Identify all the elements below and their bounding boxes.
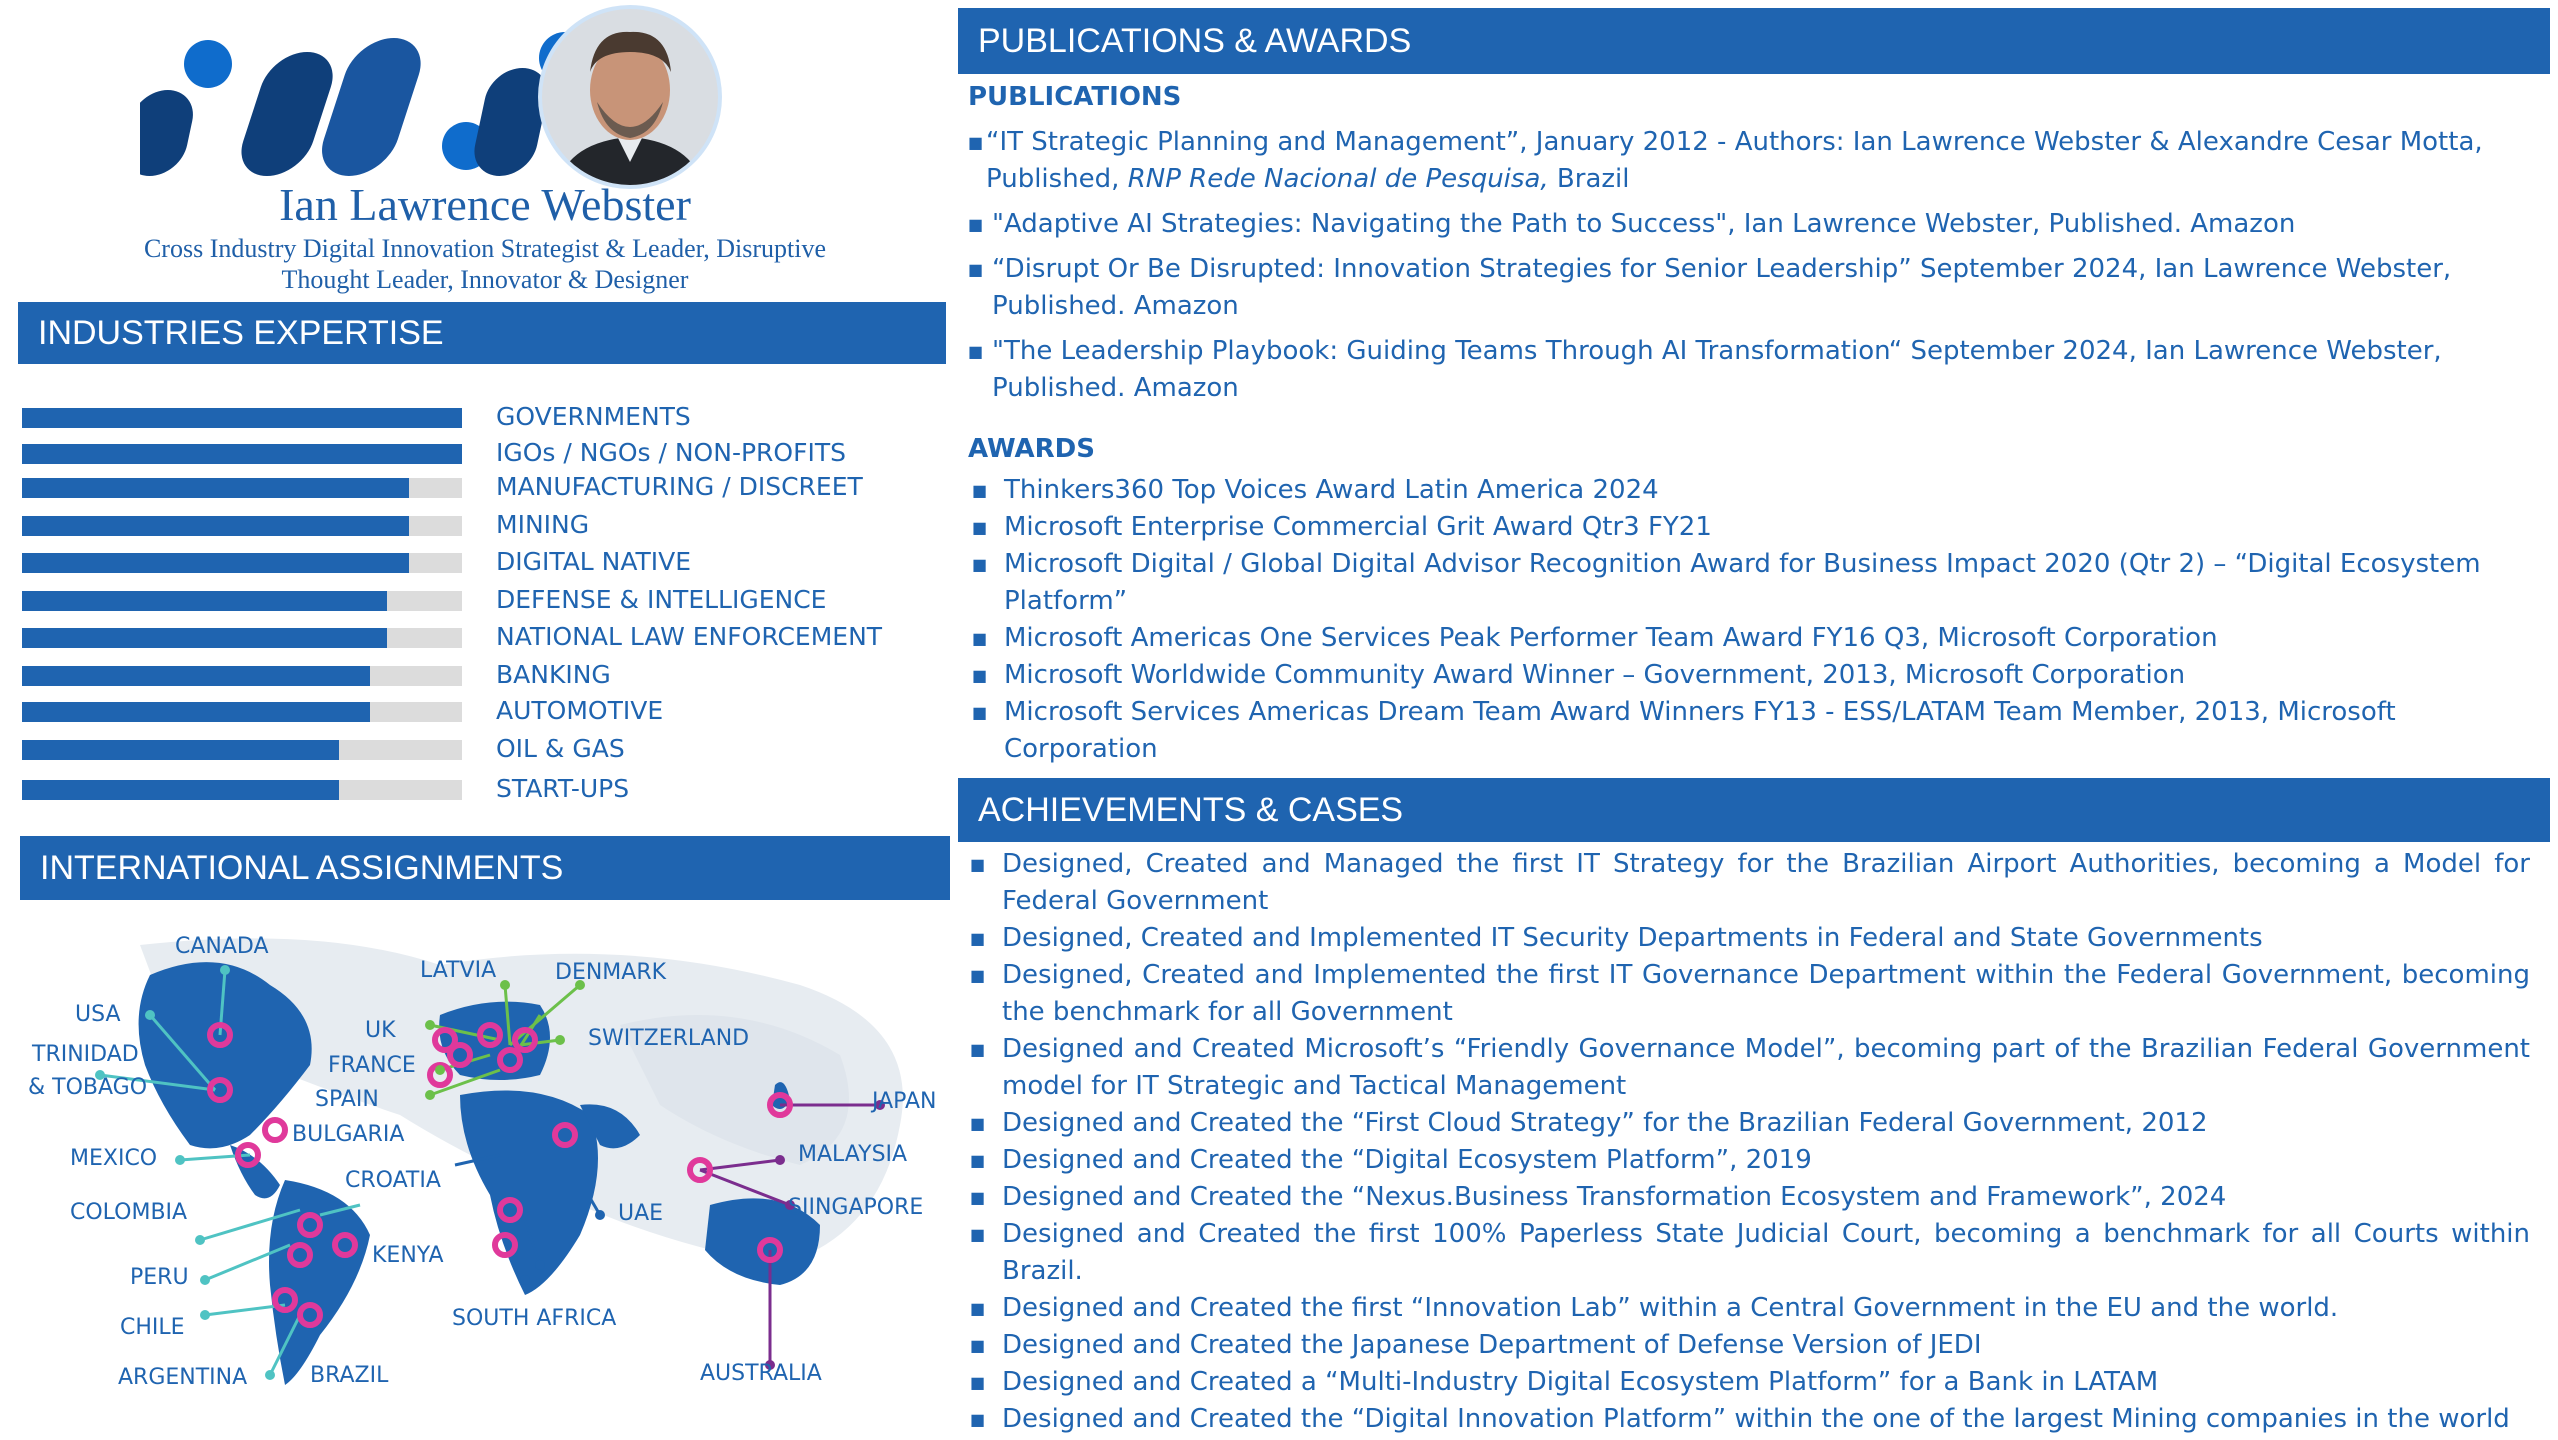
award-text: Microsoft Worldwide Community Award Winner – Government, 2013, Microsoft Corporation [1004,660,2186,690]
industry-label: AUTOMOTIVE [496,696,664,725]
achievement-item [966,1142,2530,1179]
award-text: Microsoft Americas One Services Peak Performer Team Award FY16 Q3, Microsoft Corporation [1004,623,2218,653]
achievement-item [966,1290,2530,1327]
achievement-item [966,1179,2530,1216]
bullet-icon: ■ [970,1114,986,1133]
industry-bar-fill [22,702,370,722]
bullet-icon: ■ [972,666,988,685]
awards-list [968,472,2508,768]
map-label-usa: USA [75,1002,121,1027]
industry-bar-fill [22,516,409,536]
achievement-text: Designed and Created the Japanese Department of Defense Version of JEDI [1002,1330,1982,1360]
international-title: INTERNATIONAL ASSIGNMENTS [40,848,564,887]
industry-bar-fill [22,628,387,648]
bullet-icon: ■ [970,1336,986,1355]
bullet-icon: ■ [970,929,986,948]
industry-bar [22,628,462,648]
industry-bar [22,478,462,498]
map-label-brazil: BRAZIL [310,1363,389,1388]
publication-item: ■ "Adaptive AI Strategies: Navigating the Path to Success", Ian Lawrence Webster, Published. Amazon [968,206,2538,243]
map-label-tobago: & TOBAGO [28,1075,148,1100]
industry-label: MANUFACTURING / DISCREET [496,472,863,501]
map-label-kenya: KENYA [372,1243,444,1268]
map-label-japan: JAPAN [872,1089,937,1114]
map-label-colombia: COLOMBIA [70,1200,188,1225]
map-label-uk: UK [365,1018,396,1043]
achievement-item [966,1327,2530,1364]
achievements-header [958,778,2550,842]
industry-bar-fill [22,666,370,686]
achievements-list [966,846,2530,1438]
map-label-malaysia: MALAYSIA [798,1142,908,1167]
achievement-text: Designed and Created the first 100% Paperless State Judicial Court, becoming a benchmark for all Courts within Brazil. [1002,1219,2530,1286]
publications-awards-header [958,8,2550,74]
industries-header [18,302,946,364]
achievements-title: ACHIEVEMENTS & CASES [978,790,1404,829]
map-label-bulgaria: BULGARIA [292,1122,405,1147]
achievement-text: Designed and Created the “Digital Innovation Platform” within the one of the largest Mining companies in the world [1002,1404,2510,1434]
industry-bar-fill [22,408,462,428]
map-label-latvia: LATVIA [420,958,497,983]
achievement-item [966,957,2530,1031]
industry-bar [22,780,462,800]
industry-label: START-UPS [496,774,630,803]
bullet-icon: ■ [972,703,988,722]
award-item [968,472,2508,509]
industry-bar-fill [22,740,339,760]
bullet-icon: ■ [970,1040,986,1059]
industry-bar [22,516,462,536]
achievement-item [966,1401,2530,1438]
industry-bar [22,740,462,760]
map-label-switzerland: SWITZERLAND [588,1026,750,1051]
industry-bar-fill [22,591,387,611]
bullet-icon: ■ [970,1188,986,1207]
bullet-icon: ■ [970,1373,986,1392]
bullet-icon: ■ [972,518,988,537]
award-item [968,509,2508,546]
award-text: Microsoft Enterprise Commercial Grit Award Qtr3 FY21 [1004,512,1712,542]
industry-label: DEFENSE & INTELLIGENCE [496,585,827,614]
achievement-item [966,1031,2530,1105]
bullet-icon: ■ [970,1410,986,1429]
map-label-mexico: MEXICO [70,1146,158,1171]
map-label-france: FRANCE [328,1053,416,1078]
industry-label: NATIONAL LAW ENFORCEMENT [496,622,883,651]
award-item [968,657,2508,694]
achievement-item [966,920,2530,957]
profile-tagline-line2: Thought Leader, Innovator & Designer [281,265,689,294]
achievement-text: Designed, Created and Implemented IT Security Departments in Federal and State Governments [1002,923,2263,953]
industry-bar-fill [22,444,462,464]
map-label-trinidad: TRINIDAD [32,1042,139,1067]
industry-bar-fill [22,553,409,573]
achievement-item [966,846,2530,920]
publication-item: ■ “IT Strategic Planning and Management”, January 2012 - Authors: Ian Lawrence Webster & Alexandre Cesar Motta, Published, RNP Rede Nacional de Pesquisa, Brazil [968,124,2538,198]
achievement-text: Designed and Created the first “Innovation Lab” within a Central Government in the EU and the world. [1002,1293,2339,1323]
bullet-icon: ■ [970,966,986,985]
achievement-text: Designed and Created the “Nexus.Business Transformation Ecosystem and Framework”, 2024 [1002,1182,2227,1212]
achievement-text: Designed, Created and Implemented the first IT Governance Department within the Federal Government, becoming the benchmark for all Government [1002,960,2530,1027]
industry-label: IGOs / NGOs / NON-PROFITS [496,438,846,467]
publication-item: ■ “Disrupt Or Be Disrupted: Innovation Strategies for Senior Leadership” September 2024, Ian Lawrence Webster, Published. Amazon [968,251,2538,325]
bullet-icon: ■ [970,1299,986,1318]
awards-subtitle: AWARDS [968,434,1095,464]
avatar [535,2,725,192]
achievement-text: Designed and Created a “Multi-Industry Digital Ecosystem Platform” for a Bank in LATAM [1002,1367,2159,1397]
industry-label: OIL & GAS [496,734,625,763]
publications-list [968,124,2538,407]
achievement-text: Designed and Created Microsoft’s “Friendly Governance Model”, becoming part of the Brazilian Federal Government model for IT Strategic and Tactical Management [1002,1034,2530,1101]
publications-subtitle: PUBLICATIONS [968,82,1182,112]
map-label-chile: CHILE [120,1315,185,1340]
map-label-south-africa: SOUTH AFRICA [452,1306,617,1331]
bullet-icon: ■ [972,629,988,648]
industry-bar [22,591,462,611]
map-label-peru: PERU [130,1265,189,1290]
achievement-text: Designed, Created and Managed the first IT Strategy for the Brazilian Airport Authorities, becoming a Model for Federal Government [1002,849,2530,916]
publications-awards-title: PUBLICATIONS & AWARDS [978,21,1412,60]
award-text: Microsoft Digital / Global Digital Advisor Recognition Award for Business Impact 2020 (Qtr 2) – “Digital Ecosystem Platform” [1004,549,2481,616]
industry-bar [22,666,462,686]
industry-bar [22,408,462,428]
industry-bar-fill [22,478,409,498]
industries-title: INDUSTRIES EXPERTISE [38,313,444,352]
map-label-australia: AUSTRALIA [700,1361,822,1386]
achievement-item [966,1364,2530,1401]
publication-item: ■ "The Leadership Playbook: Guiding Teams Through AI Transformation“ September 2024, Ian Lawrence Webster, Published. Amazon [968,333,2538,407]
industry-bar [22,702,462,722]
bullet-icon: ■ [968,215,984,234]
map-label-denmark: DENMARK [555,960,667,985]
bullet-icon: ■ [968,133,984,152]
industry-label: GOVERNMENTS [496,402,691,431]
bullet-icon: ■ [968,260,984,279]
achievement-item [966,1105,2530,1142]
award-item [968,694,2508,768]
industry-bar [22,444,462,464]
map-label-spain: SPAIN [315,1087,379,1112]
bullet-icon: ■ [970,1225,986,1244]
award-text: Thinkers360 Top Voices Award Latin America 2024 [1004,475,1659,505]
award-item [968,620,2508,657]
map-label-argentina: ARGENTINA [118,1365,248,1390]
map-label-singapore: SIINGAPORE [788,1195,924,1220]
achievement-text: Designed and Created the “Digital Ecosystem Platform”, 2019 [1002,1145,1812,1175]
map-label-uae: UAE [618,1201,664,1226]
bullet-icon: ■ [972,555,988,574]
industry-label: BANKING [496,660,611,689]
industry-label: DIGITAL NATIVE [496,547,692,576]
international-header [20,836,950,900]
map-label-croatia: CROATIA [345,1168,441,1193]
achievement-item [966,1216,2530,1290]
award-item [968,546,2508,620]
bullet-icon: ■ [968,342,984,361]
bullet-icon: ■ [970,1151,986,1170]
industry-label: MINING [496,510,590,539]
map-label-canada: CANADA [175,934,269,959]
bullet-icon: ■ [970,855,986,874]
profile-tagline-line1: Cross Industry Digital Innovation Strategist & Leader, Disruptive [143,234,827,263]
industry-bar-fill [22,780,339,800]
award-text: Microsoft Services Americas Dream Team Award Winners FY13 - ESS/LATAM Team Member, 2013, Microsoft Corporation [1004,697,2396,764]
industry-bar [22,553,462,573]
bullet-icon: ■ [972,481,988,500]
achievement-text: Designed and Created the “First Cloud Strategy” for the Brazilian Federal Government, 2012 [1002,1108,2208,1138]
profile-name: Ian Lawrence Webster [279,179,691,230]
